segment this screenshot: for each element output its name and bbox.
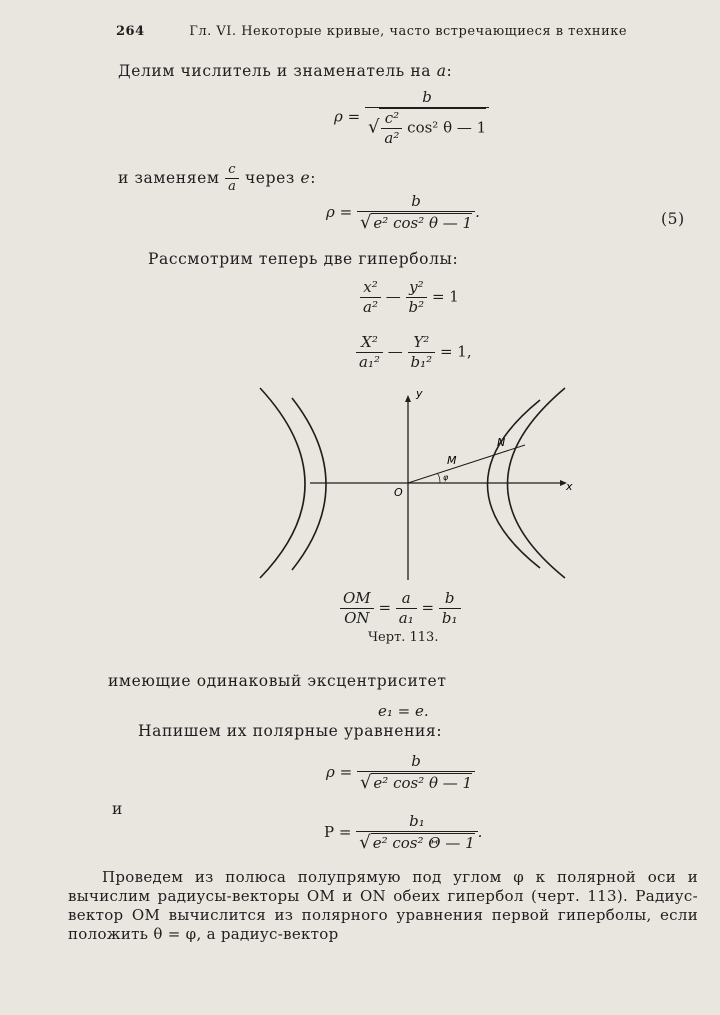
hyperbola-inner-left — [292, 398, 326, 570]
line-divide: Делим числитель и знаменатель на a: — [118, 62, 453, 80]
eccentricity-equation: e₁ = e. — [378, 702, 429, 720]
chapter-title: Гл. VI. Некоторые кривые, часто встречающиеся в технике — [189, 24, 628, 39]
label-n: N — [497, 436, 506, 449]
polar-equation-2: P = $\frac{\text{b₁}}{\text{√ e² cos² Θ — 1}}$ . — [324, 812, 483, 853]
angle-arc — [437, 473, 440, 483]
page-header — [116, 24, 627, 39]
line-replace: и заменяем $\frac{c}{a}$ через e: — [118, 162, 317, 195]
y-axis-arrow — [405, 395, 411, 402]
hyperbola-inner-right — [488, 400, 541, 568]
line-consider: Рассмотрим теперь две гиперболы: — [148, 250, 459, 268]
line-eccentricity: имеющие одинаковый эксцентриситет — [108, 672, 447, 690]
figure-caption: Черт. 113. — [368, 630, 439, 645]
figure-113 — [240, 380, 600, 590]
equation-1: ρ = b √ $\frac{\text{c²}}{\text{a²}}$ cos² θ — 1 — [334, 88, 489, 147]
hyperbola-2-equation: $\frac{\text{X²}}{\text{a₁²}}$ — $\frac{\text{Y²}}{\text{b₁²}}$ = 1, — [356, 333, 472, 372]
page-number: 264 — [116, 24, 145, 39]
equation-5: ρ = $\frac{b}{\text{√ e² cos² θ — 1}}$ . — [326, 192, 480, 233]
body-paragraph: Проведем из полюса полупрямую под углом φ к полярной оси и вычислим радиусы-векторы OM и ON обеих гипербол (черт. 113). Радиус-вектор OM вычислится из полярного уравнения первой гиперболы, если положить θ = φ, а радиус-вектор — [68, 868, 698, 943]
label-x: x — [566, 480, 573, 493]
line-and: и — [112, 800, 123, 818]
ratio-equation: $\frac{OM}{ON}$ = $\frac{a}{\text{a₁}}$ = $\frac{b}{\text{b₁}}$ — [340, 589, 461, 628]
label-phi: φ — [443, 473, 449, 482]
hyperbola-1-equation: $\frac{\text{x²}}{\text{a²}}$ — $\frac{\text{y²}}{\text{b²}}$ = 1 — [360, 278, 459, 317]
label-y: y — [416, 387, 423, 400]
polar-equation-1: ρ = $\frac{b}{\text{√ e² cos² θ — 1}}$ — [326, 752, 475, 794]
equation-number: (5) — [661, 210, 685, 228]
line-polar: Напишем их полярные уравнения: — [138, 722, 443, 740]
label-m: M — [447, 454, 457, 467]
hyperbola-outer-left — [260, 388, 305, 578]
label-o: O — [394, 486, 403, 499]
